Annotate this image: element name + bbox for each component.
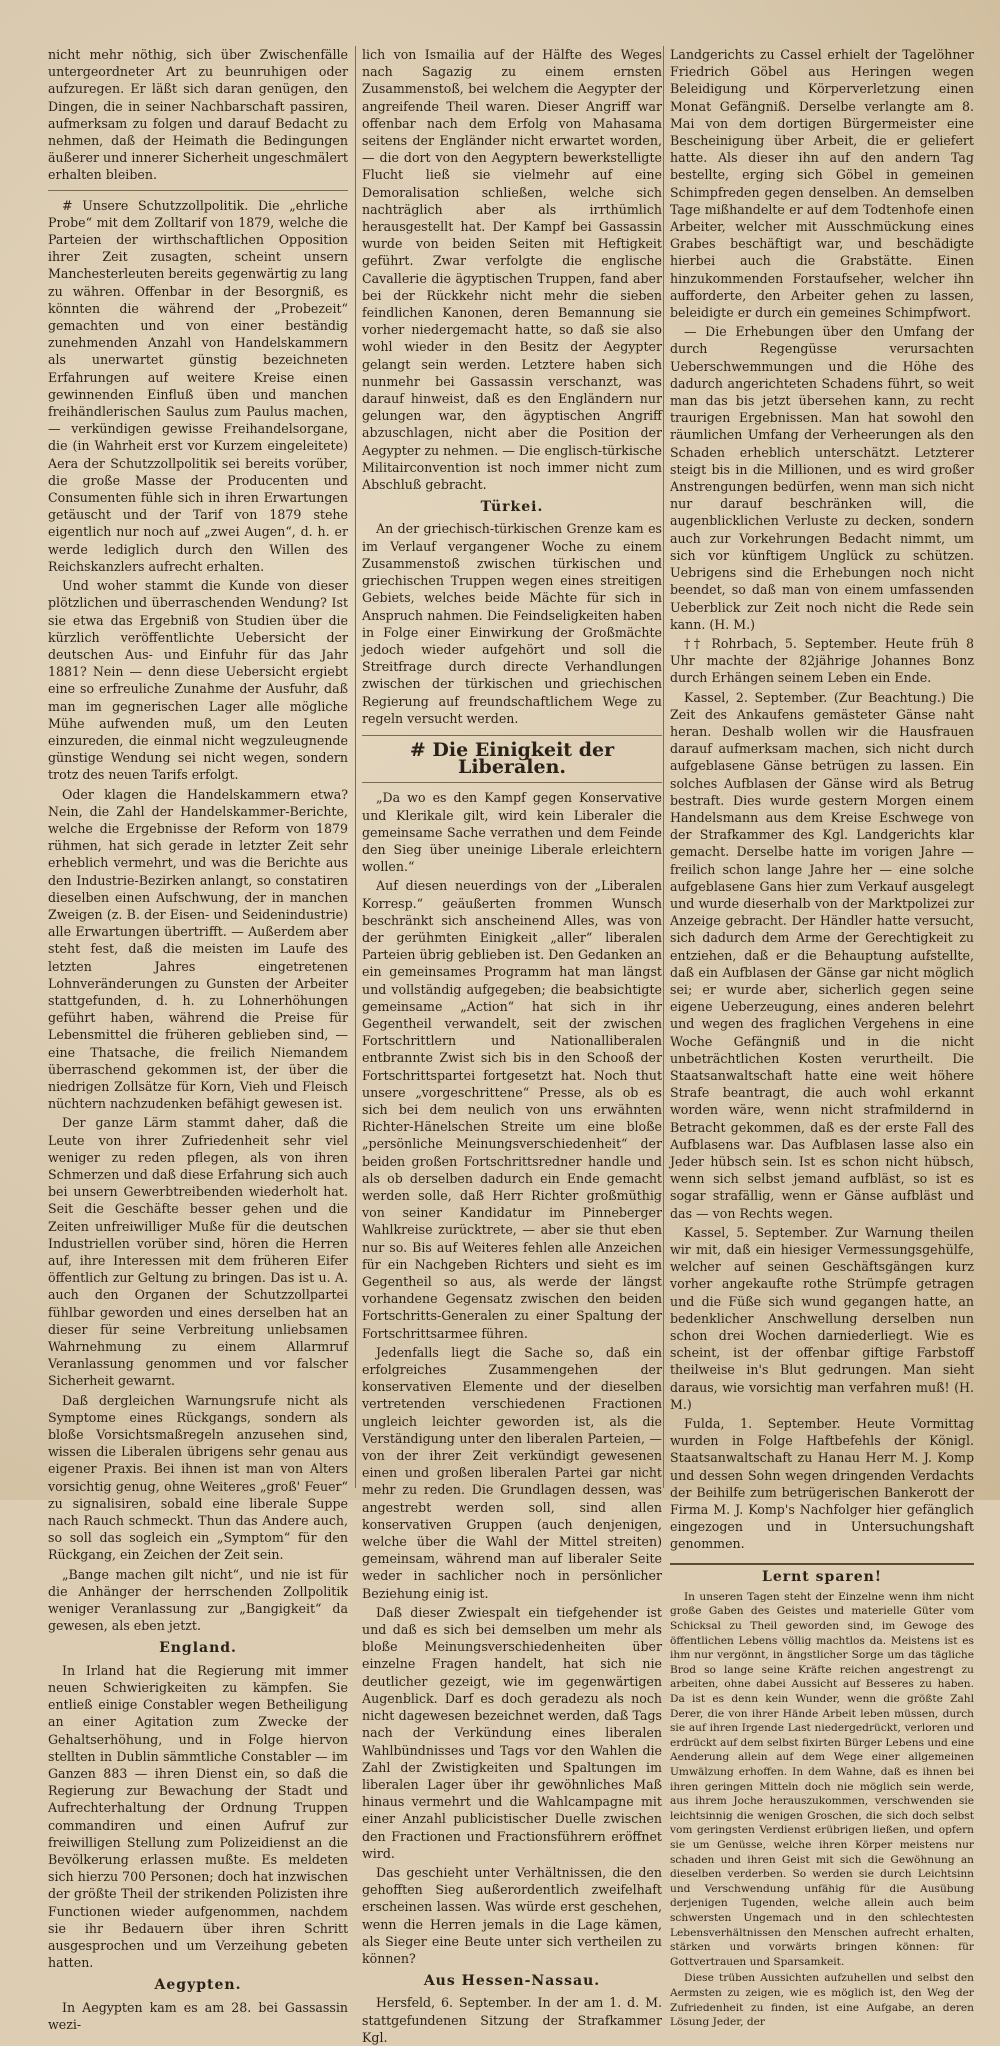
- paragraph: Das geschieht unter Verhältnissen, die den gehofften Sieg außerordentlich zweifelhaft erscheinen lassen. Was würde erst geschehen, wenn die Herren jemals in die Lage kämen, als Sieger eine Beute unter sich vertheilen zu können?: [362, 1864, 662, 1966]
- paragraph: Daß dieser Zwiespalt ein tiefgehender ist und daß es sich bei demselben um mehr als bloße Meinungsverschiedenheiten über einzelne Fragen handelt, hat sich nie deutlicher gezeigt, wie im gegenwärtigen Augenblick. Darf es doch geradezu als noch nicht dagewesen bezeichnet werden, daß Tags nach der Verkündung eines liberalen Wahlbündnisses und Tags vor den Wahlen die Zahl der Zwistigkeiten und Spaltungen im liberalen Lager über ihr gewöhnliches Maß hinaus vermehrt und die Wahlcampagne mit einer Anzahl publicistischer Duelle zwischen den Fractionen und Fractionsführern eröffnet wird.: [362, 1604, 662, 1861]
- paragraph: Landgerichts zu Cassel erhielt der Tagelöhner Friedrich Göbel aus Heringen wegen Beleidigung und Körperverletzung einen Monat Gefängniß. Derselbe verlangte am 8. Mai von dem dortigen Bürgermeister eine Bescheinigung über Arbeit, die er geliefert hatte. Als dieser ihn auf den andern Tag bestellte, erging sich Göbel in gemeinen Schimpfreden gegen denselben. An demselben Tage mißhandelte er auf dem Todtenhofe einen Arbeiter, welcher mit Ausschmückung eines Grabes beschäftigt war, und beschädigte hierbei auch die Grabstätte. Einen hinzukommenden Forstaufseher, welcher ihn aufforderte, den Arbeiter gehen zu lassen, beleidigte er durch ein gemeines Schimpfwort.: [670, 47, 974, 321]
- paragraph: Auf diesen neuerdings von der „Liberalen Korresp.“ geäußerten frommen Wunsch beschränkt sich anscheinend Alles, was von der gerühmten Einigkeit „aller“ liberalen Parteien übrig geblieben ist. Den Gedanken an ein gemeinsames Programm hat man längst und vollständig aufgegeben; die beabsichtigte gemeinsame „Action“ hat sich in ihr Gegentheil verwandelt, seit der zwischen Fortschrittlern und Nationalliberalen entbrannte Zwist sich bis in den Schooß der Fortschrittspartei fortgesetzt hat. Noch thut unsere „vorgeschrittene“ Presse, als ob es sich bei dem neulich von uns erwähnten Richter-Hänelschen Streite um eine bloße „persönliche Meinungsverschiedenheit“ der beiden großen Fortschrittsredner handle und als ob derselben dadurch ein Ende gemacht werden solle, daß Herr Richter großmüthig von seiner Kandidatur im Pinneberger Wahlkreise zurücktrete, — aber sie thut eben nur so. Bis auf Weiteres fehlen alle Anzeichen für ein Nachgeben Richters und sieht es im Gegentheil so aus, als werde der längst vorhandene Gegensatz zwischen den beiden Fortschritts-Generalen zu einer Spaltung der Fortschrittsarmee führen.: [362, 878, 662, 1341]
- article-heading-einigkeit: # Die Einigkeit der Liberalen.: [362, 735, 662, 783]
- paragraph: „Bange machen gilt nicht“, und nie ist für die Anhänger der herrschenden Zollpolitik weniger Veranlassung zur „Bangigkeit“ da gewesen, als eben jetzt.: [48, 1566, 348, 1634]
- column-3: [670, 46, 974, 2029]
- paragraph: Der ganze Lärm stammt daher, daß die Leute von ihrer Zufriedenheit sehr viel weniger zu reden pflegen, als von ihren Schmerzen und daß diese Erfahrung sich auch bei unsern Gewerbtreibenden wiederholt hat. Seit die Geschäfte besser gehen und die Zeiten unfreiwilliger Muße für die deutschen Industriellen vorüber sind, hören die Herren auf, ihre Interessen mit dem früheren Eifer öffentlich zur Geltung zu bringen. Das ist u. A. auch den Organen der Schutzzollpartei fühlbar geworden und eines derselben hat an dieser für seine Verbreitung unliebsamen Wahrnehmung zu einem Allarmruf Veranlassung genommen und vor falscher Sicherheit gewarnt.: [48, 1115, 348, 1389]
- paragraph: Oder klagen die Handelskammern etwa? Nein, die Zahl der Handelskammer-Berichte, welche die Ergebnisse der Reform von 1879 rühmen, hat sich gerade in letzter Zeit sehr erheblich vermehrt, und was die Berichte aus den Industrie-Bezirken anlangt, so constatiren dieselben einen Aufschwung, der in manchen Zweigen (z. B. der Eisen- und Seidenindustrie) alle Erwartungen übertrifft. — Außerdem aber steht fest, daß die meisten im Laufe des letzten Jahres eingetretenen Lohnveränderungen zu Gunsten der Arbeiter stattgefunden, d. h. zu Lohnerhöhungen geführt haben, während die Preise für Lebensmittel die früheren geblieben sind, — eine Thatsache, die freilich Niemandem überraschend gekommen ist, der über die niedrigen Zollsätze für Korn, Vieh und Fleisch nüchtern nachzudenken befähigt gewesen ist.: [48, 786, 348, 1112]
- paragraph: — Die Erhebungen über den Umfang der durch Regengüsse verursachten Ueberschwemmungen und die Höhe des dadurch angerichteten Schadens führt, so weit man das bis jetzt übersehen kann, zu recht traurigen Ergebnissen. Man hat sowohl den räumlichen Umfang der Verheerungen als den Schaden erheblich unterschätzt. Letzterer steigt bis in die Millionen, und es wird großer Anstrengungen bedürfen, wenn man sich nicht nur darauf beschränken will, die augenblicklichen Verluste zu decken, sondern auch zur Vorkehrungen Bedacht nimmt, um sich vor künftigem Unglück zu schützen. Uebrigens sind die Erhebungen noch nicht beendet, so daß man von einem umfassenden Ueberblick zur Zeit noch nicht die Rede sein kann. (H. M.): [670, 324, 974, 632]
- column-1: [48, 46, 348, 2032]
- paragraph: Jedenfalls liegt die Sache so, daß ein erfolgreiches Zusammengehen der konservativen Elemente und der dieselben vertretenden verschiedenen Fractionen ungleich leichter geworden ist, als die Verständigung unter den liberalen Parteien, — von der ihrer Zeit verkündigt gewesenen einen und großen liberalen Partei gar nicht mehr zu reden. Die Grundlagen dessen, was angestrebt werden soll, sind allen konservativen Gruppen (auch denjenigen, welche über die Wahl der Mittel streiten) gemeinsam, während man auf liberaler Seite weder in sachlicher noch in persönlicher Beziehung einig ist.: [362, 1344, 662, 1601]
- column-rule-right: [663, 46, 664, 1488]
- paragraph: Und woher stammt die Kunde von dieser plötzlichen und überraschenden Wendung? Ist sie etwa das Ergebniß von Studien über die kürzlich veröffentlichte Uebersicht der deutschen Aus- und Einfuhr für das Jahr 1881? Nein — denn diese Uebersicht ergiebt eine so erfreuliche Zunahme der Ausfuhr, daß man im gegnerischen Lager alle mögliche Mühe aufwenden muß, um den Leuten einzureden, die einmal nicht wegzuleugnende günstige Wendung sei nicht wegen, sondern trotz des neuen Tarifs erfolgt.: [48, 578, 348, 783]
- paragraph: Fulda, 1. September. Heute Vormittag wurden in Folge Haftbefehls der Königl. Staatsanwaltschaft zu Hanau Herr M. J. Komp und dessen Sohn wegen dringenden Verdachts der Beihilfe zum betrügerischen Bankerott der Firma M. J. Komp's Nachfolger hier gefänglich eingezogen und in Untersuchungshaft genommen.: [670, 1416, 974, 1552]
- article-schutzzollpolitik: # Unsere Schutzzollpolitik. Die „ehrliche Probe“ mit dem Zolltarif von 1879, welche die Parteien der wirthschaftlichen Opposition ihrer Zeit zusagten, scheint unsern Manchesterleuten bereits gegenwärtig zu lang zu währen. Offenbar in der Besorgniß, es könnten die während der „Probezeit“ gemachten und von einer beständig zunehmenden Anzahl von Handelskammern als unerwartet günstig bezeichneten Erfahrungen auf weitere Kreise einen gewinnenden Einfluß üben und manchen freihändlerischen Saulus zum Paulus machen, — verkündigen gewisse Freihandelsorgane, die (in Wahrheit erst vor Kurzem eingeleitete) Aera der Schutzzollpolitik sei bereits vorüber, die große Masse der Producenten und Consumenten fühle sich in ihren Erwartungen getäuscht und der Tarif von 1879 stehe eigentlich nur noch auf „zwei Augen“, d. h. er werde lediglich durch den Willen des Reichskanzlers aufrecht erhalten.: [48, 197, 348, 574]
- paragraph: „Da wo es den Kampf gegen Konservative und Klerikale gilt, wird kein Liberaler die gemeinsame Sache verrathen und dem Feinde den Sieg über uneinige Liberale erleichtern wollen.“: [362, 790, 662, 875]
- paragraph: Diese trüben Aussichten aufzuhellen und selbst den Aermsten zu zeigen, wie es möglich ist, den Weg der Zufriedenheit zu finden, ist eine Aufgabe, an deren Lösung Jeder, der: [670, 1972, 974, 2029]
- section-heading-aegypten: Aegypten.: [154, 1977, 242, 1994]
- section-heading-england: England.: [159, 1640, 237, 1657]
- paragraph: Hersfeld, 6. September. In der am 1. d. M. stattgefundenen Sitzung der Strafkammer Kgl.: [362, 1995, 662, 2045]
- paragraph: In Aegypten kam es am 28. bei Gassassin wezi-: [48, 1999, 348, 2032]
- paragraph: In unseren Tagen steht der Einzelne wenn ihm nicht große Gaben des Geistes und materielle Güter vom Schicksal zu Theil geworden sind, im Gewoge des öffentlichen Lebens völlig machtlos da. Meistens ist es ihm nur vergönnt, in ängstlicher Sorge um das tägliche Brod so lange seine Kräfte reichen angestrengt zu arbeiten, ohne dabei Aussicht auf Besseres zu haben. Da ist es denn kein Wunder, wenn die größte Zahl Derer, die von ihrer Hände Arbeit leben müssen, durch sie auf ihren Irgende Last niedergedrückt, verloren und erdrückt auf dem selbst fixirten Bürger Lebens und eine Aenderung allein auf dem Wege einer allgemeinen Umwälzung erhoffen. In dem Wahne, daß es ihnen bei ihren geringen Mitteln doch nie möglich sein werde, aus ihrem Joche herauszukommen, verschwenden sie leichtsinnig die wenigen Groschen, die sich doch selbst vom geringsten Verdienst erübrigen ließen, und opfern sie um Genüsse, welche ihren Körper meistens nur schaden und ihren Geist mit sich die Gewöhnung an dieselben verderben. So werden sie durch Leichtsinn und Verschwendung unfähig für die Ausübung derjenigen Tugenden, welche allein auch beim schwersten Ungemach und in den schlechtesten Lebensverhältnissen den Menschen aufrecht erhalten, stärken und vorwärts bringen können: für Gottvertrauen und Sparsamkeit.: [670, 1590, 974, 1968]
- column-2: [362, 46, 662, 2045]
- section-heading-sparen: Lernt sparen!: [670, 1563, 974, 1586]
- paragraph: †† Rohrbach, 5. September. Heute früh 8 Uhr machte der 82jährige Johannes Bonz durch Erhängen seinem Leben ein Ende.: [670, 635, 974, 686]
- section-heading-tuerkei: Türkei.: [480, 499, 544, 516]
- divider: [48, 190, 348, 191]
- paragraph: nicht mehr nöthig, sich über Zwischenfälle untergeordneter Art zu beunruhigen oder aufzuregen. Er läßt sich daran genügen, den Dingen, die in seiner Nachbarschaft passiren, aufmerksam zu folgen und darauf Bedacht zu nehmen, daß der Heimath die Bedingungen äußerer und innerer Sicherheit ungeschmälert erhalten bleiben.: [48, 47, 348, 183]
- paragraph: Kassel, 2. September. (Zur Beachtung.) Die Zeit des Ankaufens gemästeter Gänse naht heran. Deshalb wollen wir die Hausfrauen darauf aufmerksam machen, sich nicht durch aufgeblasene Gänse betrügen zu lassen. Ein solches Aufblasen der Gänse wird als Betrug bestraft. Dies wurde gestern Morgen einem Handelsmann aus dem Kreise Eschwege von der Strafkammer des Kgl. Landgerichts klar gemacht. Derselbe hatte im vorigen Jahre — freilich schon lange Jahre her — eine solche aufgeblasene Gans hier zum Verkauf ausgelegt und wurde dieserhalb von der Marktpolizei zur Anzeige gebracht. Der Händler hatte versucht, sich dadurch dem Arme der Gerechtigkeit zu entziehen, daß er die Behauptung aufstellte, daß ein Aufblasen der Gänse gar nicht möglich sei; er wurde aber, sicherlich gegen seine eigene Ueberzeugung, eines anderen belehrt und wegen des fraglichen Vergehens in eine Woche Gefängniß und in die nicht unbeträchtlichen Kosten verurtheilt. Die Staatsanwaltschaft hatte eine weit höhere Strafe beantragt, die auch wohl erkannt worden wäre, wenn nicht strafmildernd in Betracht gekommen, daß es der erste Fall des Aufblasens war. Das Aufblasen lasse also ein Jeder hübsch sein. Ist es schon nicht hübsch, wenn sich selbst jemand aufbläst, so ist es sogar strafällig, wenn er Gänse aufbläst und das — von Rechts wegen.: [670, 689, 974, 1221]
- paragraph: Kassel, 5. September. Zur Warnung theilen wir mit, daß ein hiesiger Vermessungsgehülfe, welcher auf seinen Geschäftsgängen kurz vorher angekaufte rothe Strümpfe getragen und die Füße sich wund gegangen hatte, an bedenklicher Anschwellung derselben nun schon drei Wochen darniederliegt. Wie es scheint, ist der offenbar giftige Farbstoff theilweise in's Blut gedrungen. Man sieht daraus, wie vorsichtig man verfahren muß! (H. M.): [670, 1224, 974, 1412]
- paragraph: Daß dergleichen Warnungsrufe nicht als Symptome eines Rückgangs, sondern als bloße Vorsichtsmaßregeln anzusehen sind, wissen die Liberalen übrigens sehr genau aus eigener Praxis. Bei ihnen ist man von Alters vorsichtig genug, ohne Weiteres „groß' Feuer“ zu signalisiren, sobald eine liberale Suppe nach Rauch schmeckt. Thun das Andere auch, so soll das sogleich ein „Symptom“ für den Rückgang, ein Zeichen der Zeit sein.: [48, 1392, 348, 1563]
- section-heading-hessen: Aus Hessen-Nassau.: [423, 1973, 601, 1990]
- paragraph: In Irland hat die Regierung mit immer neuen Schwierigkeiten zu kämpfen. Sie entließ einige Constabler wegen Betheiligung an einer Agitation zum Zwecke der Gehaltserhöhung, und in Folge hiervon stellten in Dublin sämmtliche Constabler — im Ganzen 883 — ihren Dienst ein, so daß die Regierung zur Bewachung der Stadt und Aufrechterhaltung der Ordnung Truppen commandiren und einen Aufruf zur freiwilligen Stellung zum Polizeidienst an die Bevölkerung erlassen mußte. Es meldeten sich hierzu 700 Personen; doch hat inzwischen der größte Theil der strikenden Polizisten ihre Functionen wieder aufgenommen, nachdem sie ihr Bedauern über ihren Schritt ausgesprochen und um Verzeihung gebeten hatten.: [48, 1662, 348, 1971]
- paragraph: lich von Ismailia auf der Hälfte des Weges nach Sagazig zu einem ernsten Zusammenstoß, bei welchem die Aegypter der angreifende Theil waren. Dieser Angriff war offenbar nach dem Erfolg von Mahasama seitens der Engländer nicht erwartet worden, — die dort von den Aegyptern bewerkstelligte Flucht ließ sie vielmehr auf eine Demoralisation schließen, welche sich nachträglich aber als irrthümlich herausgestellt hat. Der Kampf bei Gassassin wurde von beiden Seiten mit Heftigkeit geführt. Zwar verfolgte die englische Cavallerie die ägyptischen Truppen, fand aber bei der Rückkehr nicht mehr die sieben feindlichen Kanonen, deren Bemannung sie vorher niedergemacht hatte, so daß sie also wohl wieder in den Besitz der Aegypter gelangt sein werden. Letztere haben sich nunmehr bei Gassassin verschanzt, was darauf hinweist, daß es den Engländern nur gelungen war, den ägyptischen Angriff abzuschlagen, nicht aber die Position der Aegypter zu nehmen. — Die englisch-türkische Militairconvention ist noch immer nicht zum Abschluß gebracht.: [362, 47, 662, 493]
- column-rule-left: [355, 46, 356, 1488]
- paragraph: An der griechisch-türkischen Grenze kam es im Verlauf vergangener Woche zu einem Zusammenstoß zwischen türkischen und griechischen Truppen wegen eines streitigen Gebiets, welches beide Mächte für sich in Anspruch nahmen. Die Feindseligkeiten haben in Folge einer Einwirkung der Großmächte jedoch wieder aufgehört und soll die Streitfrage durch directe Verhandlungen zwischen der türkischen und griechischen Regierung auf freundschaftlichem Wege zu regeln versucht werden.: [362, 521, 662, 726]
